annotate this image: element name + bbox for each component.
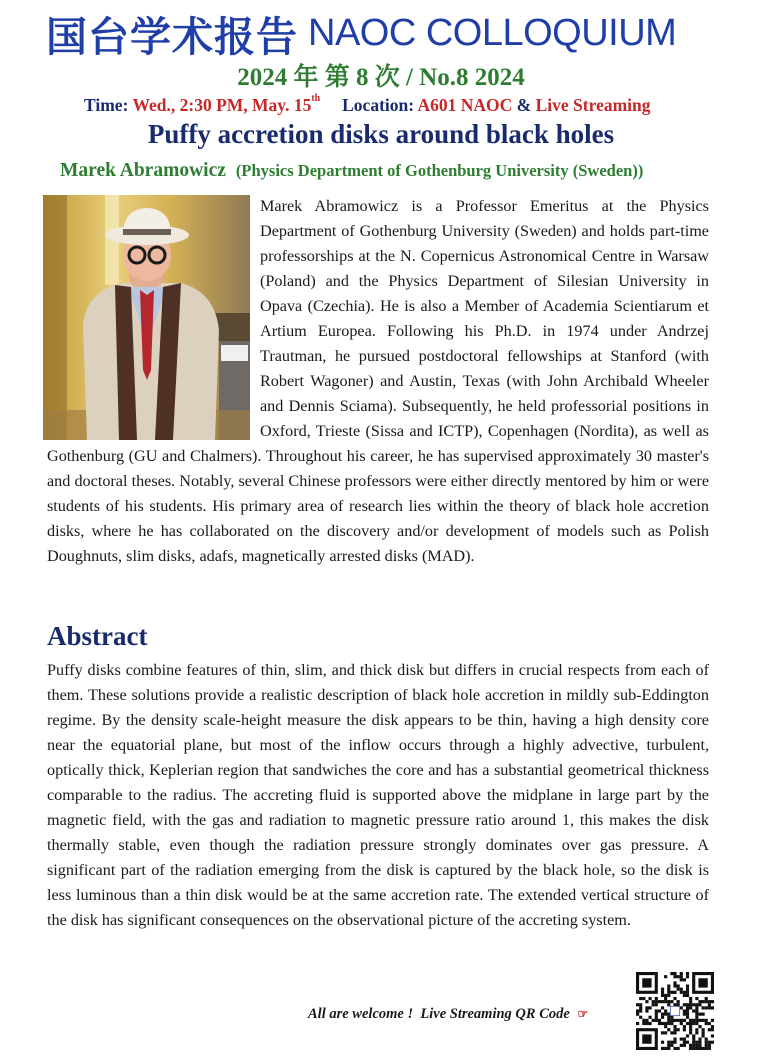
speaker-affiliation: (Physics Department of Gothenburg University (Sweden))	[235, 161, 644, 180]
live-streaming-label: Live Streaming	[535, 95, 651, 115]
speaker-bio-text: Marek Abramowicz is a Professor Emeritus at the Physics Department of Gothenburg University (Sweden) and holds part-time professorships at the N. Copernicus Astronomical Centre in Warsaw (Poland) and the Physics Department of Silesian University in Opava (Czechia). He is also a Member of Academia Scientiarum et Artium Europea. Following his Ph.D. in 1974 under Andrzej Trautman, he pursued postdoctoral fellowships at Stanford (with Robert Wagoner) and Austin, Texas (with John Archibald Wheeler and Dennis Sciama). Subsequently, he held professorial positions in Oxford, Trieste (Sissa and ICTP), Copenhagen (Nordita), as well as Gothenburg (GU and Chalmers). Throughout his career, he has supervised approximately 30 master's and doctoral theses. Notably, several Chinese professors were either directly mentored by him or were students of his students. His primary area of research lies within the theory of black hole accretion disks, where he has collaborated on the discovery and/or development of models such as Polish Doughnuts, slim disks, adafs, magnetically arrested disks (MAD).	[47, 197, 709, 565]
speaker-line	[60, 160, 750, 182]
abstract-heading: Abstract	[47, 621, 148, 651]
header-title-chinese: 国台学术报告	[46, 13, 298, 61]
header-title-english: NAOC COLLOQUIUM	[308, 12, 677, 54]
colloquium-number: 2024 年 第 8 次 / No.8 2024	[237, 64, 525, 91]
pointing-hand-icon: ☞	[577, 1007, 589, 1021]
time-label: Time:	[84, 95, 129, 115]
location-label: Location:	[342, 95, 415, 115]
speaker-name: Marek Abramowicz	[60, 160, 226, 181]
time-value: Wed., 2:30 PM, May. 15	[132, 95, 312, 115]
qr-code-graphic	[636, 972, 714, 1050]
location-value: A601 NAOC	[417, 95, 513, 115]
speaker-bio	[47, 194, 709, 569]
time-location-line	[84, 95, 754, 116]
qr-code-label: Live Streaming QR Code	[420, 1006, 570, 1022]
time-suffix: th	[311, 93, 321, 104]
welcome-text: All are welcome !	[308, 1006, 414, 1022]
photo-space	[47, 194, 260, 444]
live-streaming-qr-code[interactable]	[636, 972, 714, 1050]
talk-title: Puffy accretion disks around black holes	[147, 119, 615, 149]
abstract-text: Puffy disks combine features of thin, slim, and thick disk but differs in crucial respects from each of them. These solutions provide a realistic description of black hole accretion in mildly sub-Eddington regime. By the density scale-height measure the disk appears to be thin, having a high density core near the equatorial plane, but most of the inflow occurs through a highly advective, turbulent, optically thick, Keplerian region that sandwiches the core and has a substantial geometrical thickness comparable to the radius. The accreting fluid is supported above the midplane in large part by the magnetic field, with the gas and radiation to magnetic pressure ratio around 1, this makes the disk thermally stable, even though the radiation pressure strongly dominates over gas pressure. A significant part of the radiation emerging from the disk is captured by the black hole, so the disk is less luminous than a thin disk would be at the same accretion rate. The extended vertical structure of the disk has significant consequences on the observational picture of the accreting system.	[47, 661, 709, 929]
location-ampersand: &	[516, 95, 532, 115]
footer-note	[308, 1006, 588, 1023]
poster-header	[46, 4, 746, 61]
